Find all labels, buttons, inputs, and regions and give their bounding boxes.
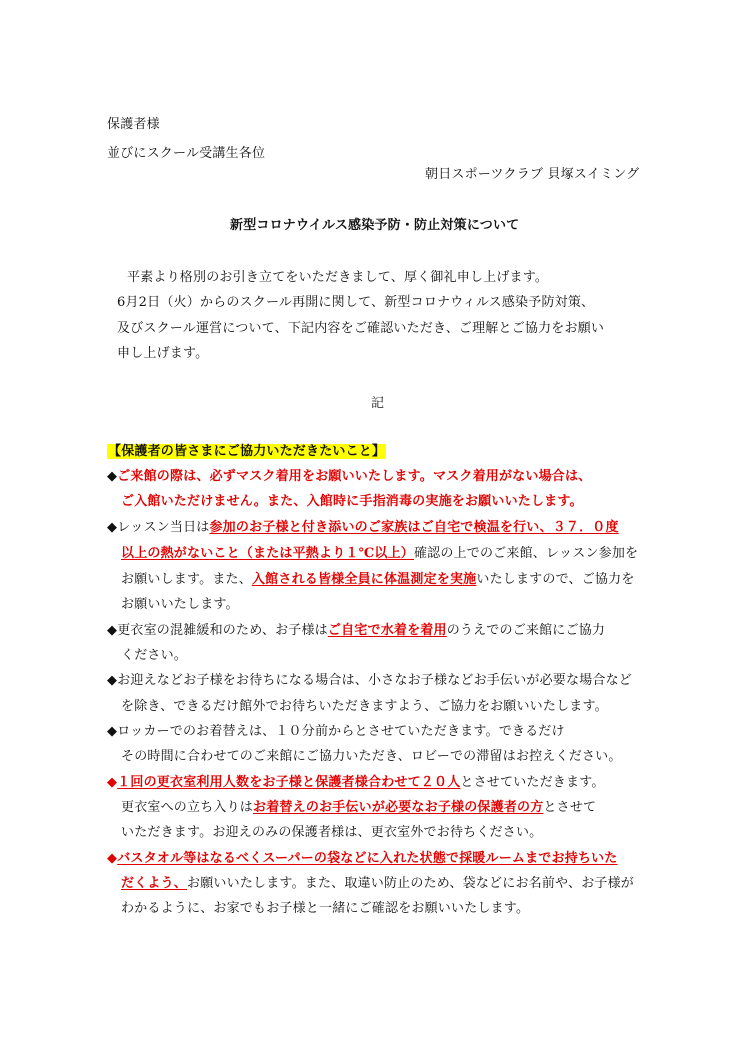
item-3-line-1 xyxy=(107,623,605,639)
item-6-text-1a: １回の更衣室利用人数をお子様と保護者様合わせて２０人 xyxy=(117,775,461,790)
recipient-line-1: 保護者様 xyxy=(107,117,160,132)
intro-line-4: 申し上げます。 xyxy=(117,346,209,361)
item-4-text-1: お迎えなどお子様をお待ちになる場合は、小さなお子様などお手伝いが必要な場合など xyxy=(117,673,633,688)
item-6-line-1 xyxy=(107,775,605,791)
item-6-text-2c: とさせて xyxy=(543,800,597,815)
item-7-text-2a: だくよう、 xyxy=(121,876,188,891)
item-1-text-2: ご入館いただけません。また、入館時に手指消毒の実施をお願いいたします。 xyxy=(121,494,583,509)
item-7-text-2b: お願いいたします。また、取違い防止のため、袋などにお名前や、お子様が xyxy=(187,876,634,891)
item-5-text-1: ロッカーでのお着替えは、１０分前からとさせていただきます。できるだけ xyxy=(117,724,565,739)
item-2-line-1 xyxy=(107,520,619,536)
item-7-line-2 xyxy=(121,876,634,892)
item-2-line-4: お願いいたします。 xyxy=(121,597,239,612)
document-title: 新型コロナウイルス感染予防・防止対策について xyxy=(230,218,520,233)
item-6-text-2a: 更衣室への立ち入りは xyxy=(121,800,254,815)
item-4-line-2: を除き、できるだけ館外でお待ちいただきますよう、ご協力をお願いいたします。 xyxy=(121,699,608,714)
item-2-text-3c: いたしますので、ご協力を xyxy=(476,572,635,587)
item-7-text-1: バスタオル等はなるべくスーパーの袋などに入れた状態で採暖ルームまでお持ちいた xyxy=(117,851,618,866)
item-3-text-1b: ご自宅で水着を着用 xyxy=(327,623,447,638)
item-6-text-2b: お着替えのお手伝いが必要なお子様の保護者の方 xyxy=(253,800,544,815)
bullet-icon: ◆ xyxy=(107,775,118,790)
item-6-line-2 xyxy=(121,800,596,816)
item-6-text-1b: とさせていただきます。 xyxy=(460,775,605,790)
bullet-icon: ◆ xyxy=(107,673,118,688)
item-2-text-3b: 入館される皆様全員に体温測定を実施 xyxy=(251,572,477,587)
item-2-text-1b: 参加のお子様と付き添いのご家族は xyxy=(209,520,421,535)
sender: 朝日スポーツクラブ 貝塚スイミング xyxy=(425,167,640,182)
intro-line-2: 6月2日（火）からのスクール再開に関して、新型コロナウィルス感染予防対策、 xyxy=(117,295,595,310)
bullet-icon: ◆ xyxy=(107,851,118,866)
bullet-icon: ◆ xyxy=(107,520,118,535)
section-heading xyxy=(107,444,386,460)
item-1-line-1 xyxy=(107,469,591,485)
intro-line-3: 及びスクール運営について、下記内容をご確認いただき、ご理解とご協力をお願い xyxy=(117,321,605,336)
item-2-line-2 xyxy=(121,546,638,562)
intro-line-1: 平素より格別のお引き立てをいただきまして、厚く御礼申し上げます。 xyxy=(127,270,549,285)
item-7-line-1 xyxy=(107,851,618,867)
item-2-line-3 xyxy=(121,572,635,588)
item-1-line-2 xyxy=(121,494,583,510)
recipient-line-2: 並びにスクール受講生各位 xyxy=(107,146,266,161)
section-heading-text: 【保護者の皆さまにご協力いただきたいこと】 xyxy=(108,444,386,459)
ki-mark: 記 xyxy=(371,396,385,411)
item-1-text-1: ご来館の際は、必ずマスク着用をお願いいたします。マスク着用がない場合は、 xyxy=(117,469,592,484)
item-3-text-1a: 更衣室の混雑緩和のため、お子様は xyxy=(117,623,328,638)
bullet-icon: ◆ xyxy=(107,623,118,638)
bullet-icon: ◆ xyxy=(107,469,118,484)
item-2-text-1a: レッスン当日は xyxy=(117,520,210,535)
item-2-text-3a: お願いします。また、 xyxy=(121,572,252,587)
item-2-text-2b: 確認の上でのご来館、レッスン参加を xyxy=(413,546,639,561)
item-3-text-1c: のうえでのご来館にご協力 xyxy=(446,623,606,638)
item-3-line-2: ください。 xyxy=(121,648,188,663)
item-6-line-3: いただきます。お迎えのみの保護者様は、更衣室外でお待ちください。 xyxy=(121,825,543,840)
item-2-text-1c: ご自宅で検温を行い、３７．０度 xyxy=(420,520,619,535)
item-5-line-2: その時間に合わせてのご来館にご協力いただき、ロビーでの滞留はお控えください。 xyxy=(121,749,622,764)
item-2-text-2a: 以上の熱がないこと（または平熱より１℃以上） xyxy=(121,546,414,561)
item-5-line-1 xyxy=(107,724,565,740)
item-7-line-3: わかるように、お家でもお子様と一緒にご確認をお願いいたします。 xyxy=(121,901,530,916)
item-4-line-1 xyxy=(107,673,632,689)
bullet-icon: ◆ xyxy=(107,724,118,739)
